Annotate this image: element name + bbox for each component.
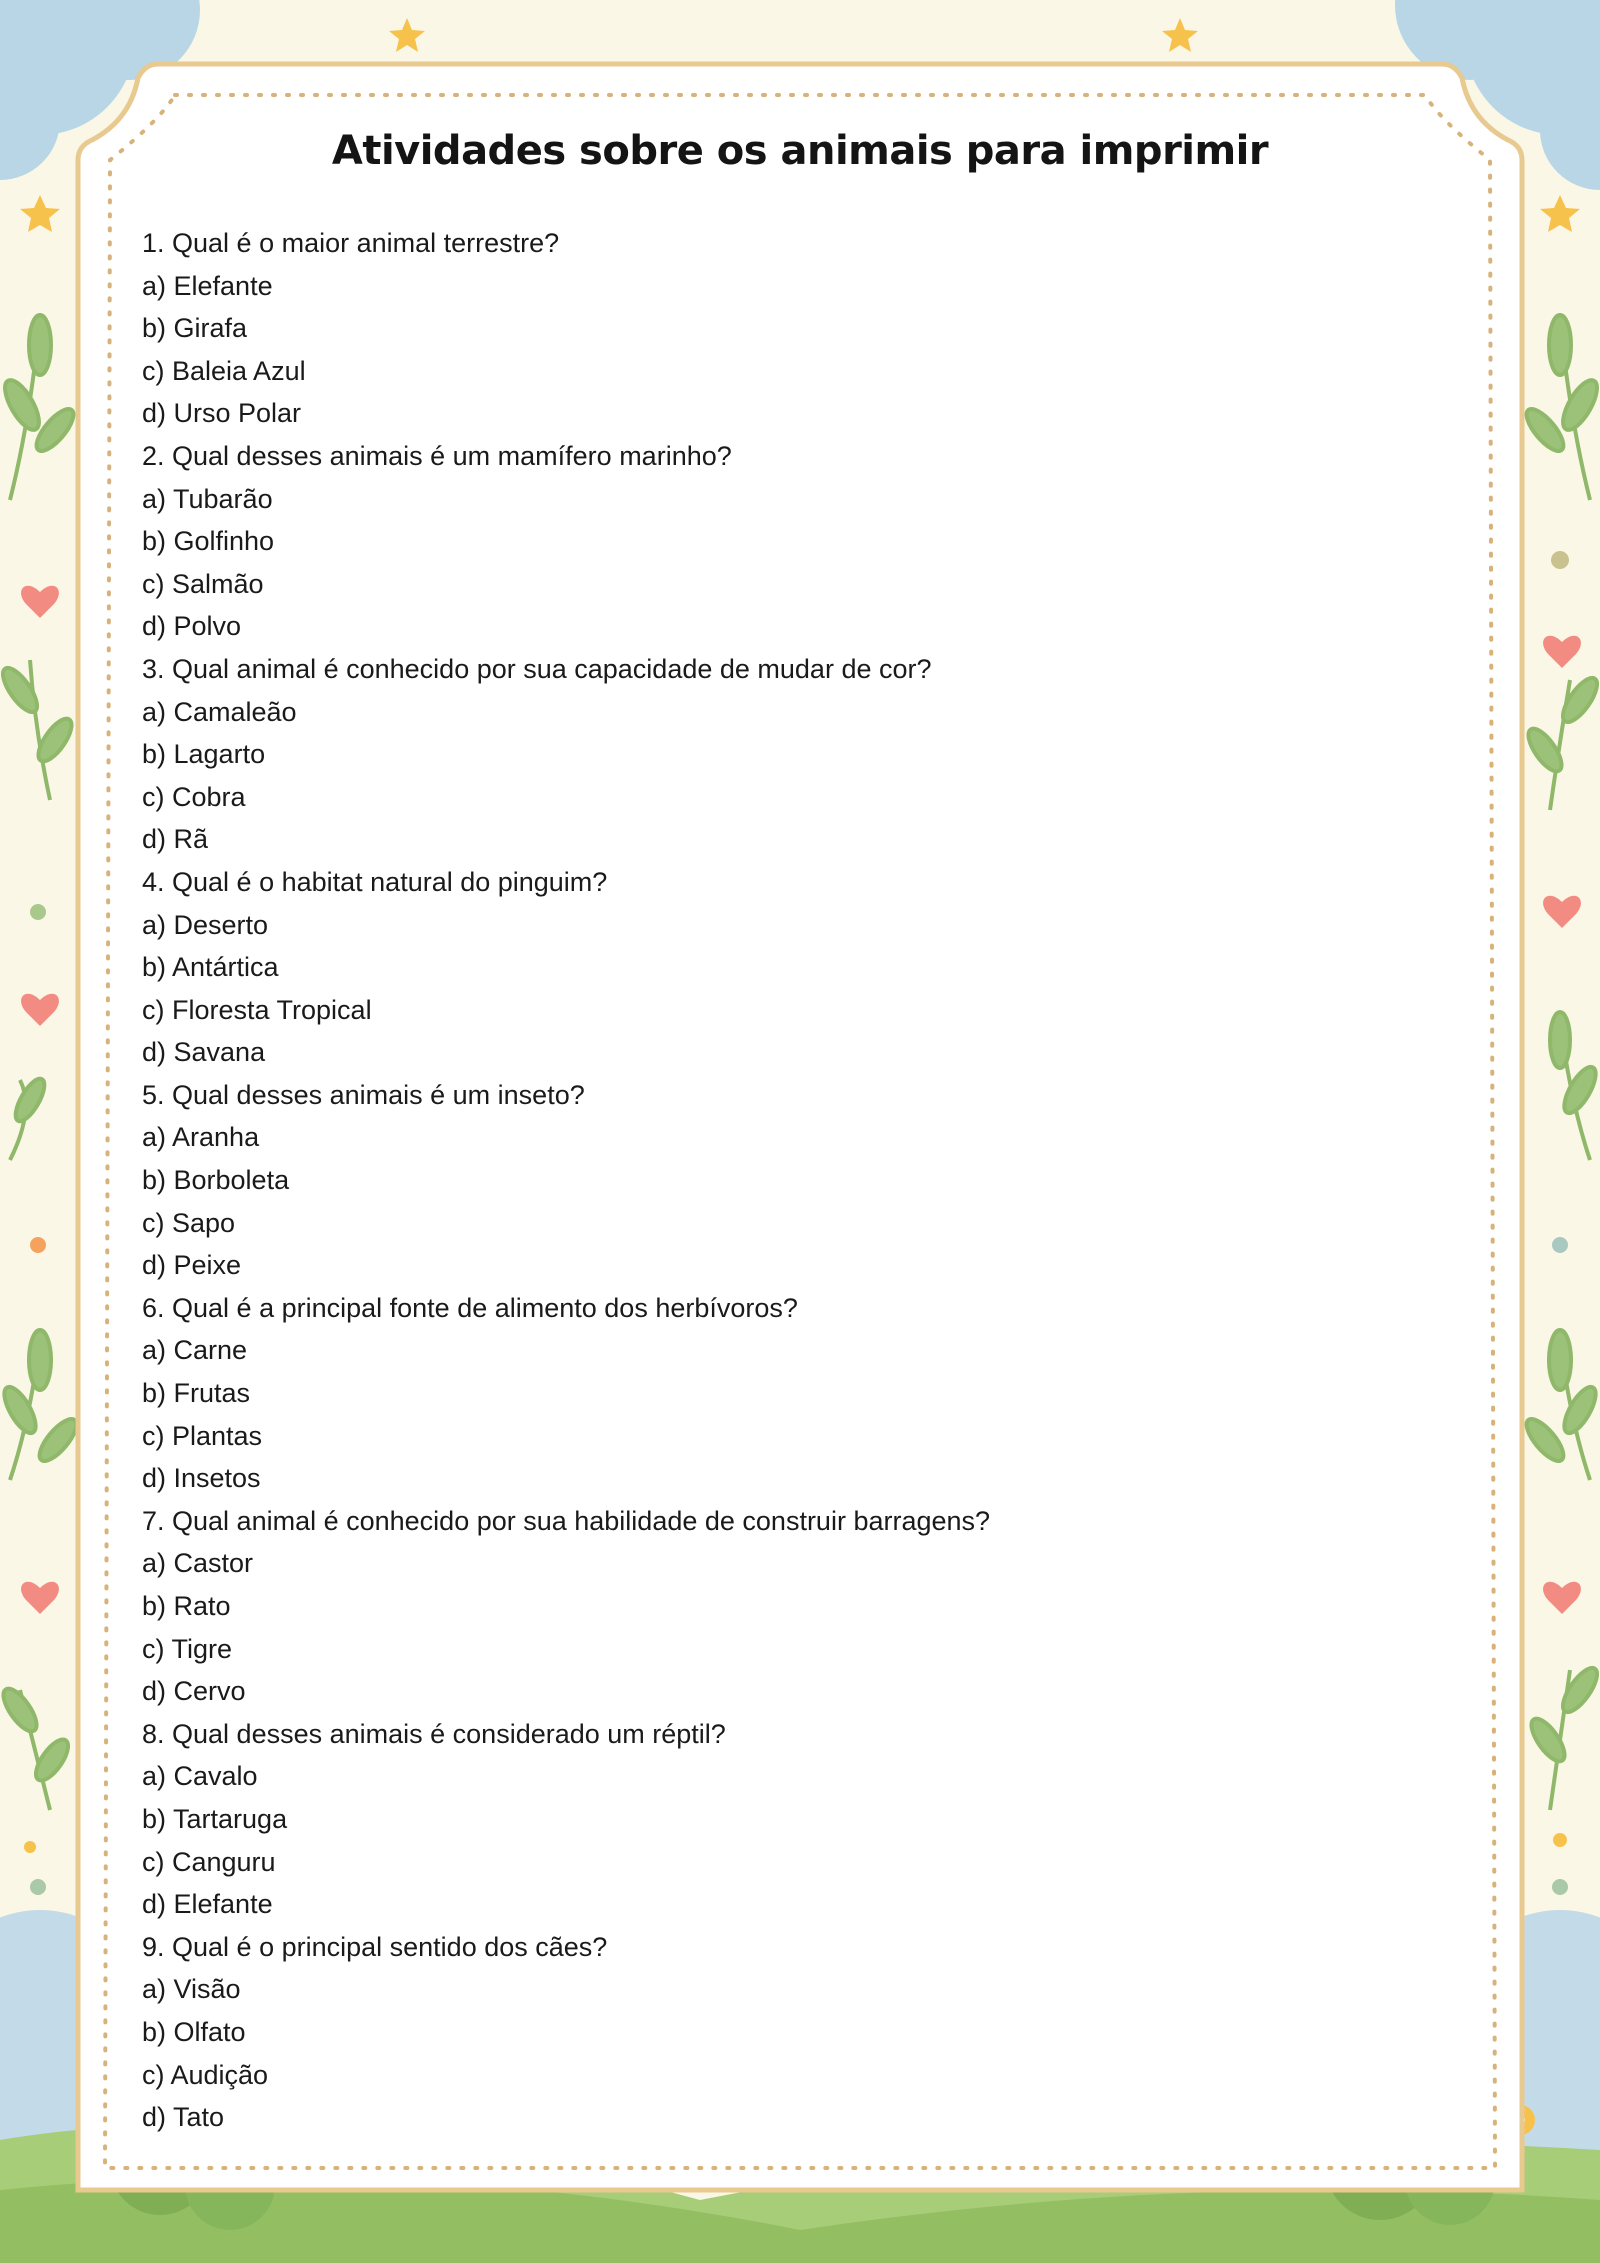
question-text: 3. Qual animal é conhecido por sua capacidade de mudar de cor? [142,653,932,684]
answer-option: b) Tartaruga [142,1803,288,1834]
answer-option: a) Carne [142,1335,248,1366]
question-item [142,1713,1442,1926]
question-text: 9. Qual é o principal sentido dos cães? [142,1931,608,1962]
question-item [142,1500,1442,1713]
answer-option: a) Aranha [142,1122,260,1153]
answer-option: c) Baleia Azul [142,355,306,386]
answer-option: d) Cervo [142,1676,246,1707]
question-text: 1. Qual é o maior animal terrestre? [142,228,560,258]
answer-option: d) Peixe [142,1250,242,1281]
page-title: Atividades sobre os animais para imprimir [331,128,1269,174]
answer-option: d) Elefante [142,1889,273,1920]
answer-option: d) Rã [142,824,209,855]
answer-option: d) Polvo [142,611,242,642]
answer-option: a) Cavalo [142,1761,258,1792]
question-text: 6. Qual é a principal fonte de alimento dos herbívoros? [142,1292,798,1323]
answer-option: c) Audição [142,2059,269,2090]
answer-option: b) Frutas [142,1378,251,1409]
question-item [142,1287,1442,1500]
answer-option: b) Girafa [142,313,248,344]
answer-option: d) Urso Polar [142,398,302,429]
answer-option: d) Savana [142,1037,266,1068]
answer-option: c) Tigre [142,1633,233,1664]
question-text: 8. Qual desses animais é considerado um réptil? [142,1718,726,1749]
answer-option: d) Tato [142,2102,225,2133]
answer-option: a) Camaleão [142,696,297,727]
question-item [142,1926,1442,2139]
answer-option: c) Cobra [142,781,246,812]
answer-option: c) Floresta Tropical [142,994,372,1025]
answer-option: b) Golfinho [142,526,275,557]
answer-option: a) Visão [142,1974,241,2005]
answer-option: b) Borboleta [142,1165,290,1196]
question-item [142,435,1442,648]
quiz-list [142,222,1442,2139]
answer-option: a) Castor [142,1548,254,1579]
question-text: 4. Qual é o habitat natural do pinguim? [142,866,608,897]
answer-option: b) Antártica [142,952,279,983]
answer-option: a) Tubarão [142,483,273,514]
answer-option: b) Olfato [142,2016,246,2047]
question-text: 5. Qual desses animais é um inseto? [142,1079,585,1110]
question-item [142,648,1442,861]
question-text: 7. Qual animal é conhecido por sua habilidade de construir barragens? [142,1505,991,1536]
question-item [142,222,1442,435]
answer-option: c) Sapo [142,1207,236,1238]
question-item [142,861,1442,1074]
answer-option: c) Canguru [142,1846,276,1877]
answer-option: b) Lagarto [142,739,266,770]
answer-option: d) Insetos [142,1463,261,1494]
answer-option: b) Rato [142,1591,231,1621]
answer-option: a) Deserto [142,909,269,940]
answer-option: a) Elefante [142,270,273,301]
question-item [142,1074,1442,1287]
answer-option: c) Plantas [142,1420,263,1451]
answer-option: c) Salmão [142,568,264,599]
question-text: 2. Qual desses animais é um mamífero marinho? [142,440,732,471]
